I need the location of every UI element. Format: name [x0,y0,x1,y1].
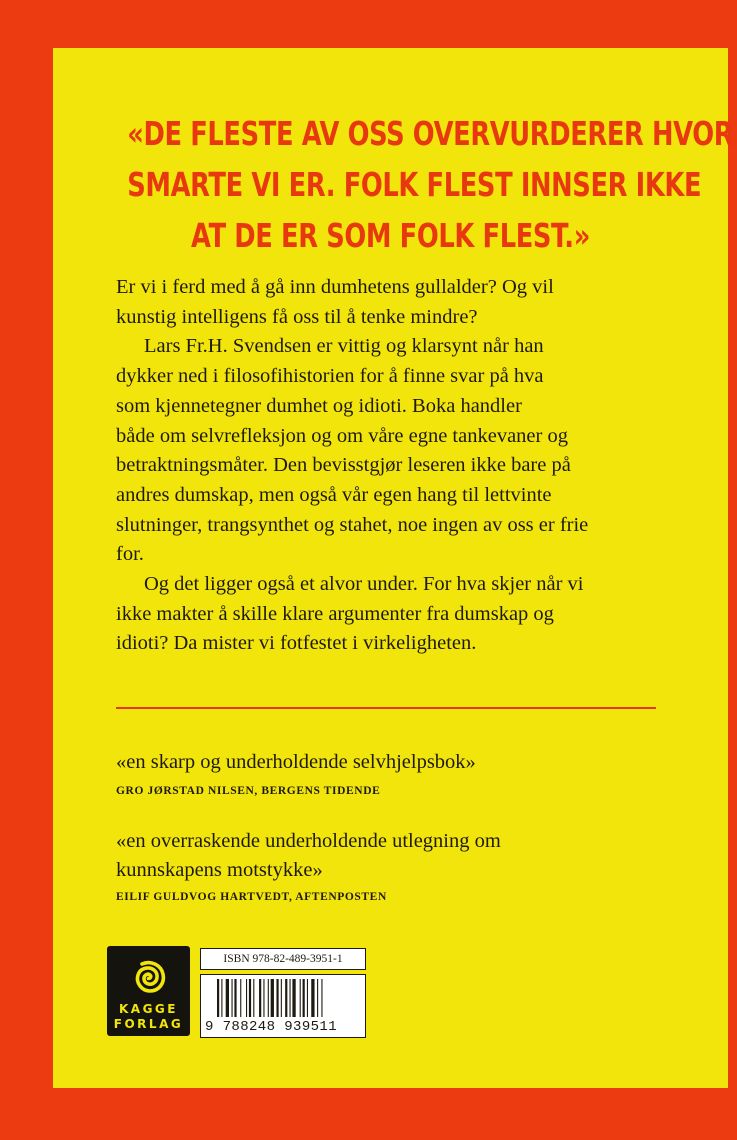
review-line: kunnskapens motstykke» [116,859,323,881]
barcode-bar [268,979,269,1017]
barcode-bar [217,979,219,1017]
barcode-bar [276,979,278,1017]
barcode-bar [303,979,305,1017]
barcode-bar [300,979,301,1017]
blurb-line: ikke makter å skille klare argumenter fra dumskap og [116,602,554,625]
blurb-line: idioti? Da mister vi fotfestet i virkeligheten. [116,632,477,655]
spiral-icon [126,956,171,1001]
publisher-name-line1: KAGGE [119,1002,178,1016]
barcode-bar [246,979,247,1017]
isbn-label: ISBN 978-82-489-3951-1 [200,948,366,970]
blurb-text [116,273,661,659]
barcode-bar [285,979,287,1017]
blurb-line: for. [116,543,144,566]
barcode-bar [311,979,314,1017]
review-quote [116,827,676,885]
publisher-logo [107,946,190,1036]
pull-quote-headline [127,108,734,261]
review-source: EILIF GULDVOG HARTVEDT, AFTENPOSTEN [116,891,387,903]
barcode-bar [221,979,222,1017]
blurb-line: dykker ned i filosofihistorien for å finne svar på hva [116,365,544,388]
barcode-bar [317,979,318,1017]
barcode-bar [271,979,274,1017]
headline-line: «DE FLESTE AV OSS OVERVURDERER HVOR [127,114,734,153]
blurb-line: kunstig intelligens få oss til å tenke mindre? [116,305,478,328]
barcode-bar [290,979,291,1017]
barcode-digits: 9 788248 939511 [205,1019,338,1035]
barcode-bar [226,979,229,1017]
review-quote [116,748,676,777]
barcode-bar [253,979,254,1017]
divider-rule [116,707,656,709]
review-source: GRO JØRSTAD NILSEN, BERGENS TIDENDE [116,785,381,797]
blurb-line: Og det ligger også et alvor under. For hva skjer når vi [144,573,584,596]
publisher-name-line2: FORLAG [113,1017,184,1031]
barcode-bar [292,979,295,1017]
headline-line: SMARTE VI ER. FOLK FLEST INNSER IKKE [127,165,702,204]
barcode-bar [259,979,261,1017]
review-line: «en overraskende underholdende utlegning om [116,830,501,852]
barcode-bar [240,979,241,1017]
blurb-line: Lars Fr.H. Svendsen er vittig og klarsynt når han [144,335,544,358]
blurb-line: slutninger, trangsynthet og stahet, noe ingen av oss er frie [116,513,589,536]
blurb-line: betraktningsmåter. Den bevisstgjør leseren ikke bare på [116,454,571,477]
headline-line: AT DE ER SOM FOLK FLEST.» [191,216,590,255]
barcode-bars [217,979,357,1019]
blurb-line: andres dumskap, men også vår egen hang til lettvinte [116,483,552,506]
back-cover-panel [53,48,734,1088]
blurb-line: både om selvrefleksjon og om våre egne tankevaner og [116,424,568,447]
barcode-bar [234,979,236,1017]
barcode-bar [249,979,251,1017]
barcode-bar [263,979,264,1017]
barcode [200,974,366,1038]
barcode-bar [281,979,282,1017]
blurb-line: som kjennetegner dumhet og idioti. Boka handler [116,394,522,417]
barcode-bar [232,979,233,1017]
review-line: «en skarp og underholdende selvhjelpsbok» [116,751,476,773]
blurb-line: Er vi i ferd med å gå inn dumhetens gullalder? Og vil [116,276,554,298]
barcode-bar [307,979,308,1017]
barcode-bar [321,979,322,1017]
